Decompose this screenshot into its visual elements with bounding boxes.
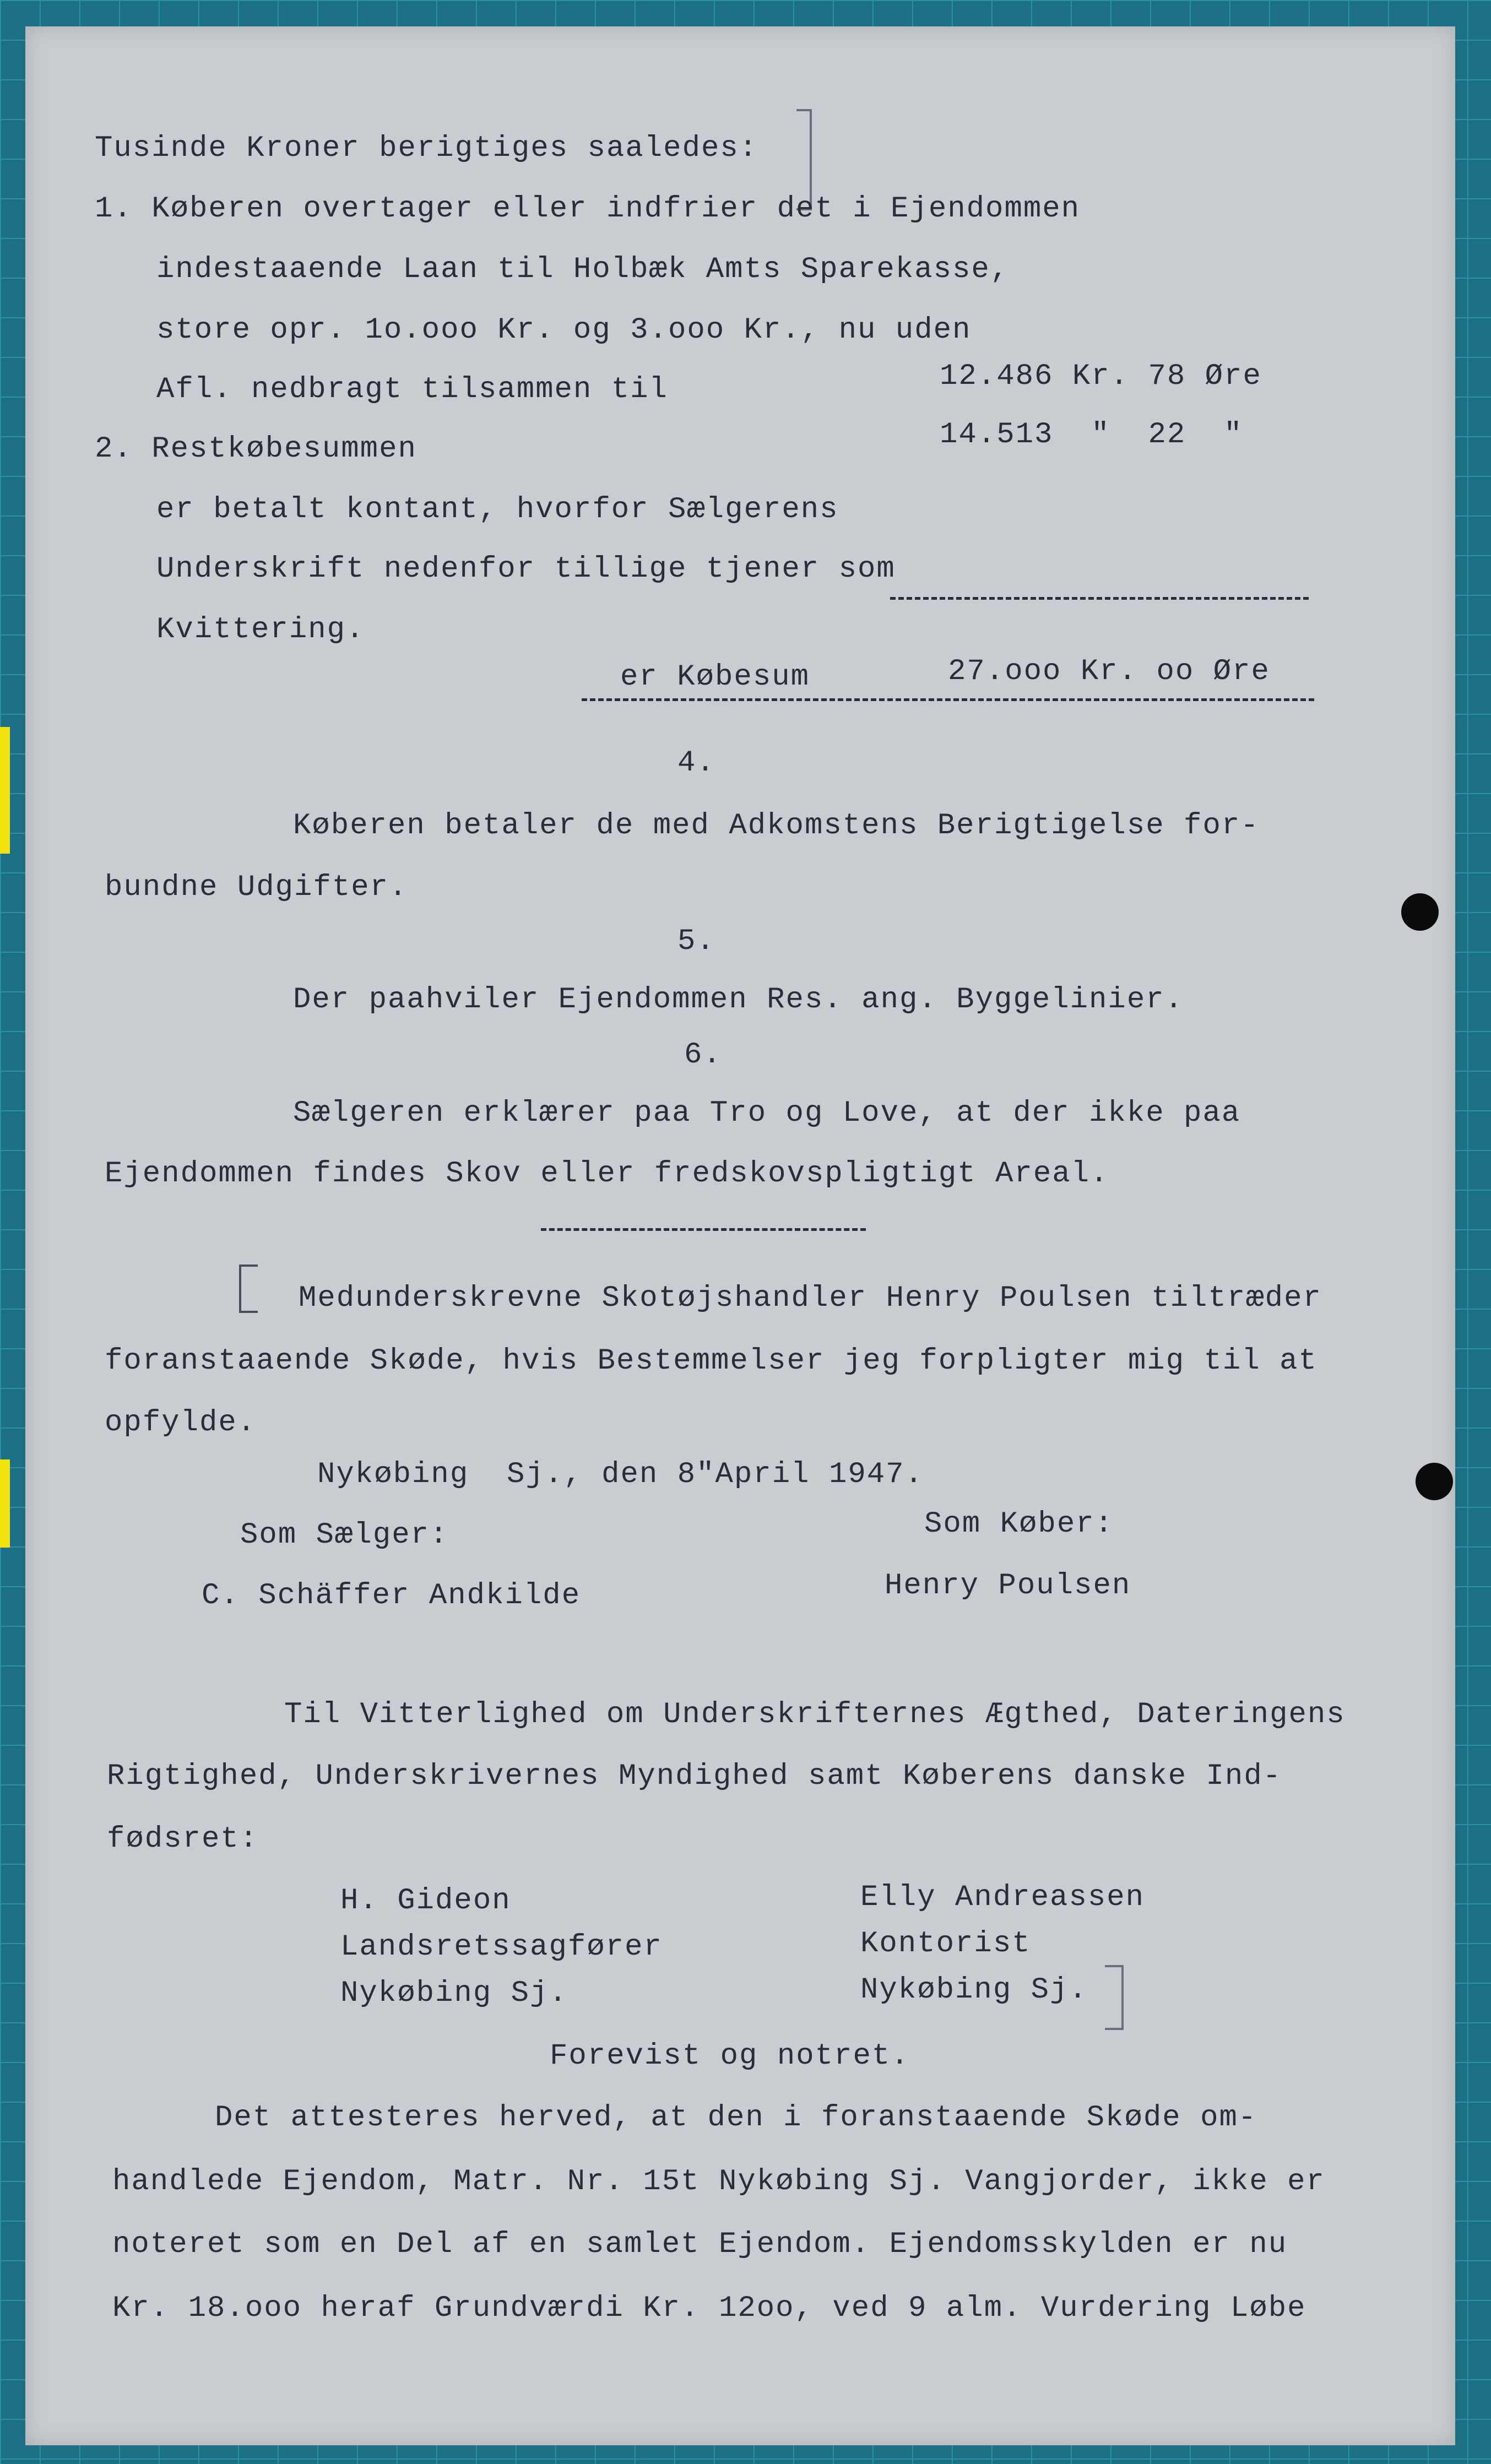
margin-bracket [239, 1264, 258, 1313]
witness-name: H. Gideon [340, 1884, 511, 1918]
text-line: Køberen betaler de med Adkomstens Berigtigelse for- [293, 809, 1260, 843]
witness-title: Kontorist [860, 1927, 1031, 1961]
text-line: noteret som en Del af en samlet Ejendom. Ejendomsskylden er nu [112, 2228, 1288, 2261]
text-line: Underskrift nedenfor tillige tjener som [156, 552, 896, 586]
text-line: Rigtighed, Underskrivernes Myndighed samt Køberens danske Ind- [107, 1760, 1282, 1793]
seller-name: C. Schäffer Andkilde [202, 1579, 581, 1613]
margin-bracket [1105, 1965, 1124, 2030]
text-line: Forevist og notret. [550, 2039, 910, 2073]
text-line: opfylde. [105, 1406, 257, 1440]
section-number: 4. [677, 746, 715, 780]
amount: 14.513 " 22 " [940, 418, 1243, 452]
amount: 12.486 Kr. 78 Øre [940, 360, 1262, 393]
buyer-name: Henry Poulsen [885, 1569, 1131, 1603]
text-line: foranstaaende Skøde, hvis Bestemmelser jeg forpligter mig til at [105, 1344, 1317, 1378]
text-line: bundne Udgifter. [105, 871, 408, 904]
text-line: Sælgeren erklærer paa Tro og Love, at der ikke paa [293, 1097, 1241, 1130]
total-label: er Købesum [620, 660, 810, 694]
text-line: Tusinde Kroner berigtiges saaledes: [95, 132, 758, 165]
document-page [25, 26, 1455, 2445]
buyer-label: Som Køber: [924, 1507, 1114, 1541]
seller-label: Som Sælger: [240, 1518, 449, 1552]
yellow-tape [0, 727, 10, 854]
witness-city: Nykøbing Sj. [340, 1977, 568, 2010]
text-line: Ejendommen findes Skov eller fredskovspligtigt Areal. [105, 1157, 1109, 1191]
text-line: 2. Restkøbesummen [95, 432, 417, 466]
witness-title: Landsretssagfører [340, 1930, 663, 1964]
text-line: Kr. 18.ooo heraf Grundværdi Kr. 12oo, ved 9 alm. Vurdering Løbe [112, 2292, 1306, 2325]
punch-hole [1401, 893, 1439, 931]
total-amount: 27.ooo Kr. oo Øre [948, 655, 1270, 688]
witness-name: Elly Andreassen [860, 1881, 1145, 1914]
text-line: Det attesteres herved, at den i foranstaaende Skøde om- [215, 2101, 1257, 2135]
dashed-rule [582, 698, 1314, 701]
section-number: 5. [677, 925, 715, 958]
text-line: 1. Køberen overtager eller indfrier det i Ejendommen [95, 192, 1081, 226]
text-line: Der paahviler Ejendommen Res. ang. Byggelinier. [293, 983, 1184, 1017]
section-number: 6. [684, 1038, 722, 1072]
text-line: Til Vitterlighed om Underskrifternes Ægthed, Dateringens [284, 1698, 1346, 1732]
text-line: indestaaende Laan til Holbæk Amts Sparekasse, [156, 253, 1010, 286]
text-line: Medunderskrevne Skotøjshandler Henry Poulsen tiltræder [299, 1282, 1322, 1315]
text-line: store opr. 1o.ooo Kr. og 3.ooo Kr., nu uden [156, 313, 972, 347]
text-line: fødsret: [107, 1822, 259, 1856]
place-date: Nykøbing Sj., den 8"April 1947. [317, 1458, 924, 1491]
punch-hole [1416, 1463, 1453, 1500]
text-line: Kvittering. [156, 613, 365, 647]
yellow-tape [0, 1459, 10, 1548]
witness-city: Nykøbing Sj. [860, 1973, 1088, 2007]
dashed-rule [541, 1228, 866, 1231]
text-line: er betalt kontant, hvorfor Sælgerens [156, 493, 839, 527]
text-line: handlede Ejendom, Matr. Nr. 15t Nykøbing Sj. Vangjorder, ikke er [112, 2165, 1325, 2199]
text-line: Afl. nedbragt tilsammen til [156, 373, 668, 406]
dashed-rule [890, 597, 1309, 600]
